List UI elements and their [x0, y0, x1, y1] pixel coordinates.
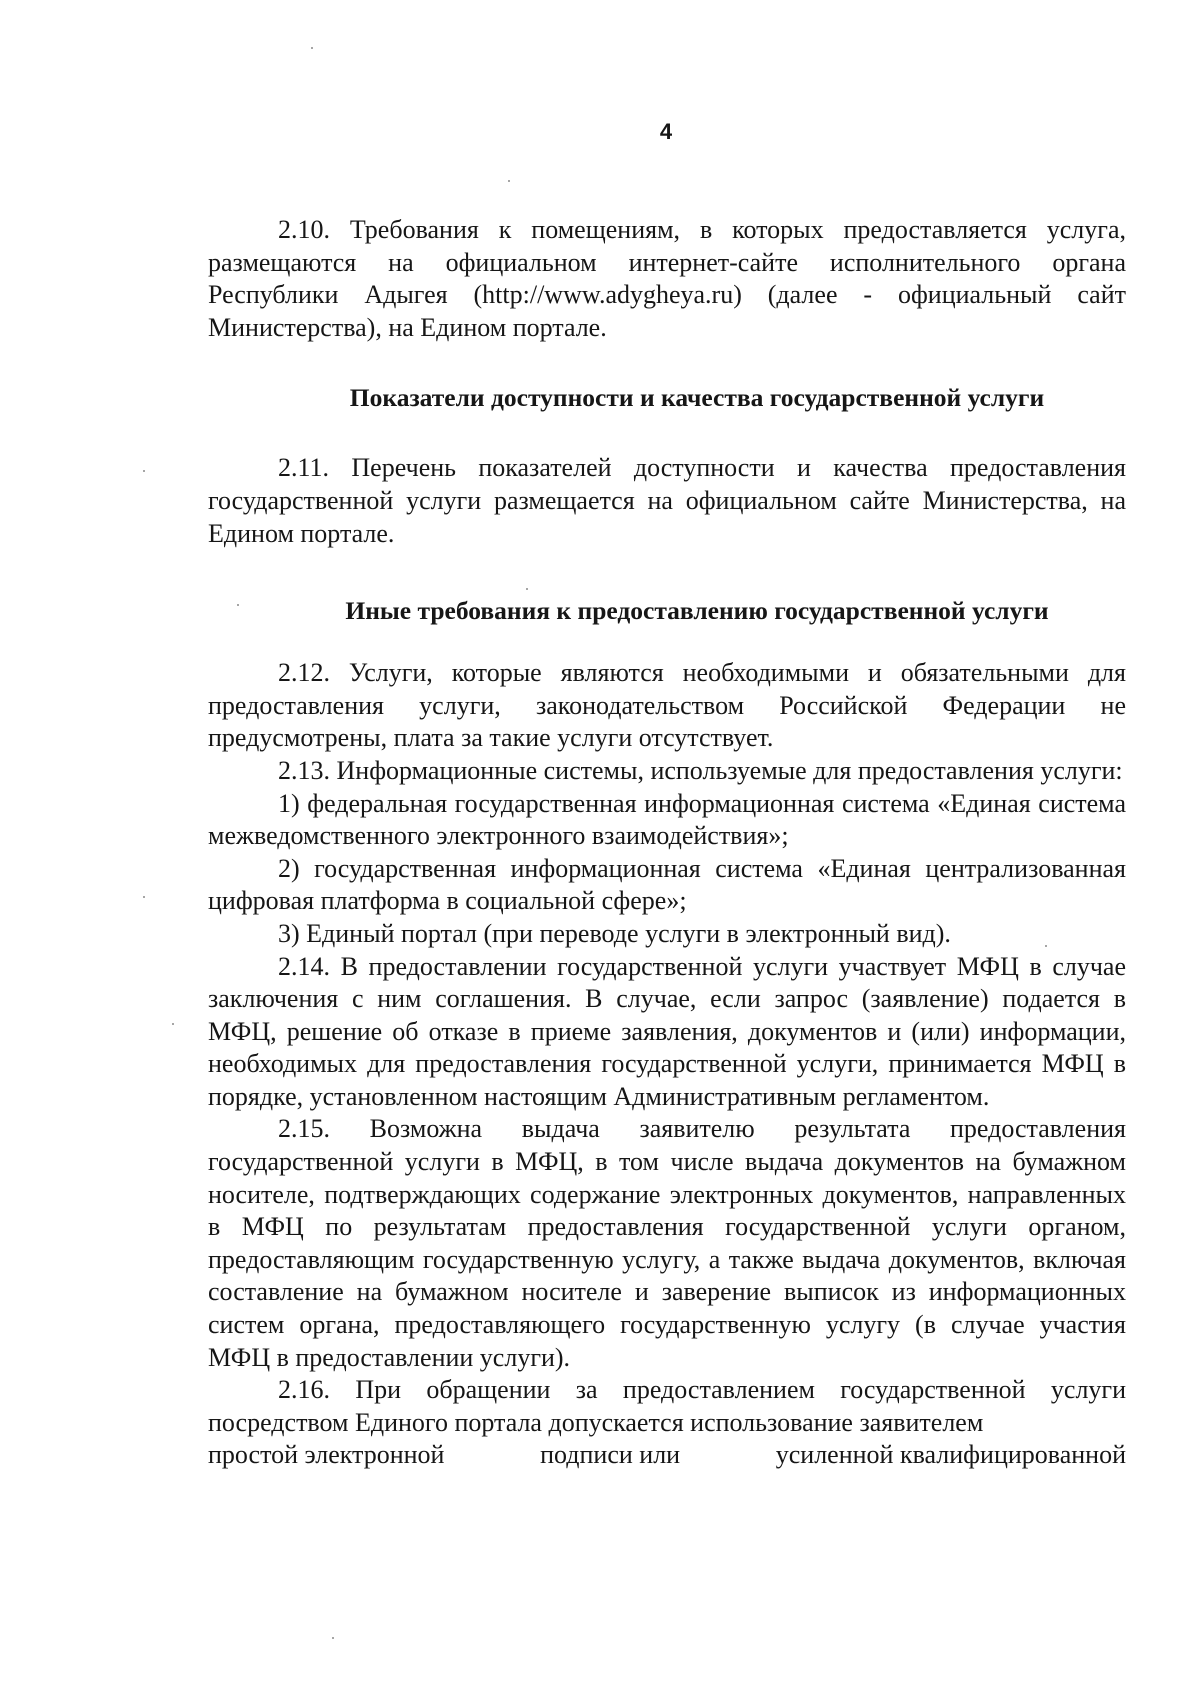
paragraph-2-15: 2.15. Возможна выдача заявителю результата предоставления государственной услуги в МФЦ, в том числе выдача документов на бумажном носителе, подтверждающих содержание электронных документов, направленных в МФЦ по результатам предоставления государственной услуги органом, предоставляющим государственную услугу, а также выдача документов, включая составление на бумажном носителе и заверение выписок из информационных систем органа, предоставляющего государственную услугу (в случае участия МФЦ в предоставлении услуги).: [208, 1114, 1126, 1372]
list-item-2-13-3: 3) Единый портал (при переводе услуги в электронный вид).: [278, 918, 951, 948]
scan-speck: [311, 47, 313, 49]
paragraph-2-10: 2.10. Требования к помещениям, в которых предоставляется услуга, размещаются на официальном интернет-сайте исполнительного органа Республики Адыгея (http://www.adygheya.ru) (далее - официальный сайт Министерства), на Едином портале.: [208, 215, 1126, 342]
list-item-2-13-1: 1) федеральная государственная информационная система «Единая система межведомственного электронного взаимодействия»;: [208, 788, 1126, 851]
document-body: [208, 214, 1126, 1472]
scan-speck: [143, 896, 145, 898]
scan-speck: [143, 470, 145, 472]
scan-speck: [237, 604, 239, 606]
scan-speck: [172, 1023, 174, 1025]
section-heading-availability: Показатели доступности и качества государственной услуги: [349, 383, 1045, 413]
continuation-part-2: подписи или: [540, 1440, 681, 1470]
scan-speck: [526, 588, 528, 590]
paragraph-2-16-continuation: [208, 1439, 1126, 1472]
paragraph-2-13: 2.13. Информационные системы, используемые для предоставления услуги:: [278, 755, 1123, 785]
page-number: 4: [659, 119, 673, 144]
paragraph-2-16: 2.16. При обращении за предоставлением государственной услуги посредством Единого портала допускается использование заявителем: [208, 1375, 1126, 1437]
scan-speck: [332, 1637, 334, 1639]
scan-speck: [508, 180, 510, 182]
scan-speck: [1045, 945, 1047, 947]
list-item-2-13-2: 2) государственная информационная система «Единая централизованная цифровая платформа в социальной сфере»;: [208, 853, 1126, 916]
paragraph-2-12: 2.12. Услуги, которые являются необходимыми и обязательными для предоставления услуги, законодательством Российской Федерации не предусмотрены, плата за такие услуги отсутствует.: [208, 658, 1126, 753]
paragraph-2-11: 2.11. Перечень показателей доступности и качества предоставления государственной услуги размещается на официальном сайте Министерства, на Едином портале.: [208, 453, 1126, 548]
paragraph-2-14: 2.14. В предоставлении государственной услуги участвует МФЦ в случае заключения с ним соглашения. В случае, если запрос (заявление) подается в МФЦ, решение об отказе в приеме заявления, документов и (или) информации, необходимых для предоставления государственной услуги, принимается МФЦ в порядке, установленном настоящим Административным регламентом.: [208, 951, 1126, 1111]
continuation-part-1: простой электронной: [208, 1440, 445, 1470]
section-heading-other-requirements: Иные требования к предоставлению государственной услуги: [345, 596, 1049, 626]
continuation-part-3: усиленной квалифицированной: [775, 1440, 1126, 1470]
